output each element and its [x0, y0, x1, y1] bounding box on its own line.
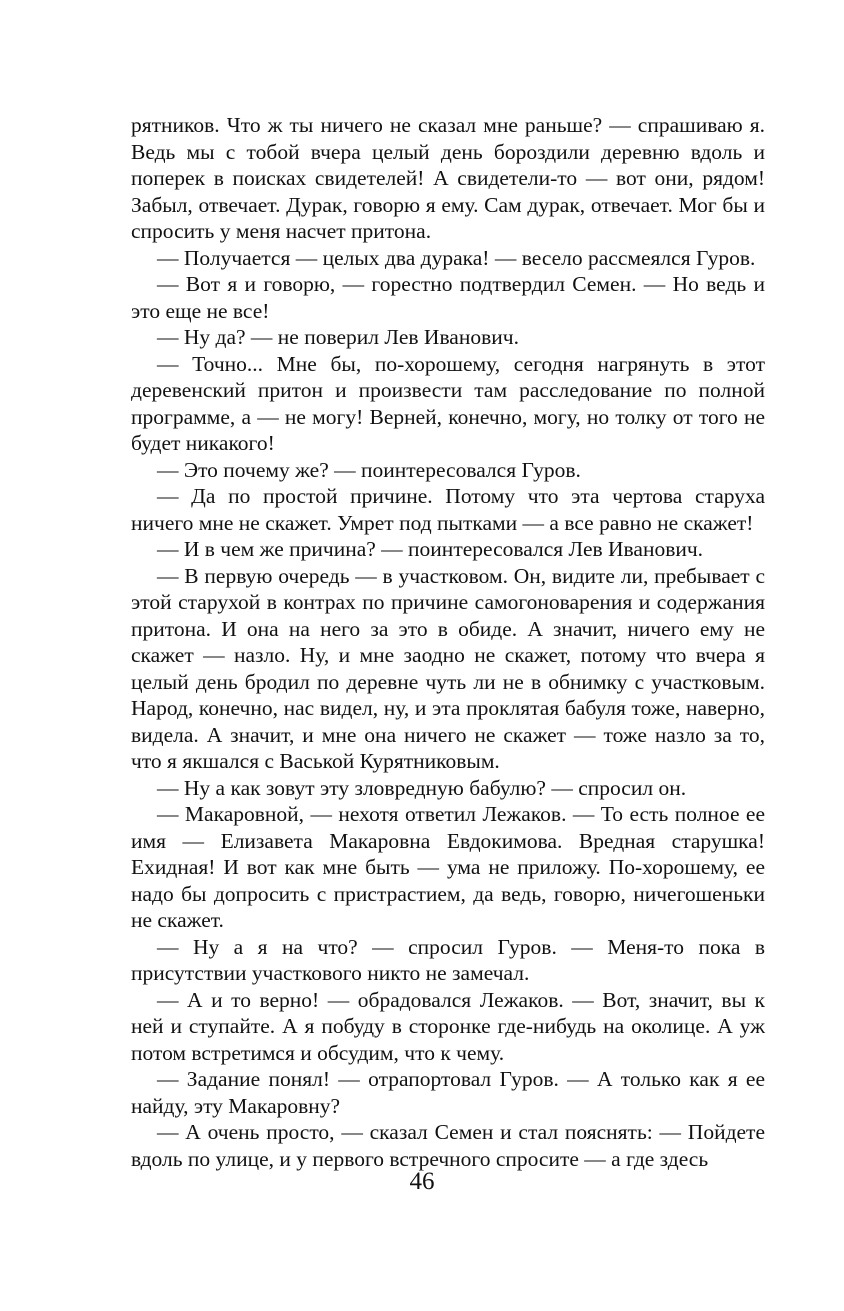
paragraph: — Да по простой причине. Потому что эта чертова старуха ничего мне не скажет. Умрет под пытками — а все равно не скажет!: [131, 484, 765, 535]
paragraph-continuation: рятников. Что ж ты ничего не сказал мне раньше? — спрашиваю я. Ведь мы с тобой вчера целый день бороздили деревню вдоль и поперек в поисках свидетелей! А свидетели-то — вот они, рядом! Забыл, отвечает. Дурак, говорю я ему. Сам дурак, отвечает. Мог бы и спросить у меня насчет притона.: [131, 113, 765, 243]
paragraph: — Ну а как зовут эту зловредную бабулю? — спросил он.: [157, 775, 687, 800]
paragraph: — Ну да? — не поверил Лев Иванович.: [157, 325, 519, 349]
paragraph: — Вот я и говорю, — горестно подтвердил Семен. — Но ведь и это еще не все!: [131, 272, 765, 323]
paragraph: — Получается — целых два дурака! — весело рассмеялся Гуров.: [157, 245, 756, 270]
paragraph: — Точно... Мне бы, по-хорошему, сегодня нагрянуть в этот деревенский притон и произвести там расследование по полной программе, а — не могу! Верней, конечно, могу, но толку от того не будет никакого!: [131, 351, 765, 455]
paragraph: — Ну а я на что? — спросил Гуров. — Меня-то пока в присутствии участкового никто не замечал.: [131, 934, 765, 985]
paragraph: — Макаровной, — нехотя ответил Лежаков. — То есть полное ее имя — Елизавета Макаровна Евдокимова. Вредная старушка! Ехидная! И вот как мне быть — ума не приложу. По-хорошему, ее надо бы допросить с пристрастием, да ведь, говорю, ничегошеньки не скажет.: [131, 802, 765, 932]
paragraph: — В первую очередь — в участковом. Он, видите ли, пребывает с этой старухой в контрах по причине самогоноварения и содержания притона. И она на него за это в обиде. А значит, ничего ему не скажет — назло. Ну, и мне заодно не скажет, потому что вчера я целый день бродил по деревне чуть ли не в обнимку с участковым. Народ, конечно, нас видел, ну, и эта проклятая бабуля тоже, наверно, видела. А значит, и мне она ничего не скажет — тоже назло за то, что я якшался с Васькой Курятниковым.: [131, 563, 765, 773]
paragraph: — А и то верно! — обрадовался Лежаков. — Вот, значит, вы к ней и ступайте. А я побуду в сторонке где-нибудь на околице. А уж потом встретимся и обсудим, что к чему.: [131, 987, 765, 1065]
paragraph: — Это почему же? — поинтересовался Гуров.: [157, 457, 581, 482]
paragraph: — И в чем же причина? — поинтересовался Лев Иванович.: [157, 537, 704, 561]
paragraph: — Задание понял! — отрапортовал Гуров. — А только как я ее найду, эту Макаровну?: [131, 1067, 765, 1118]
body-text: [131, 112, 765, 1172]
page-number: 46: [409, 1168, 435, 1195]
paragraph: — А очень просто, — сказал Семен и стал пояснять: — Пойдете вдоль по улице, и у первого встречного спросите — а где здесь: [131, 1120, 765, 1171]
